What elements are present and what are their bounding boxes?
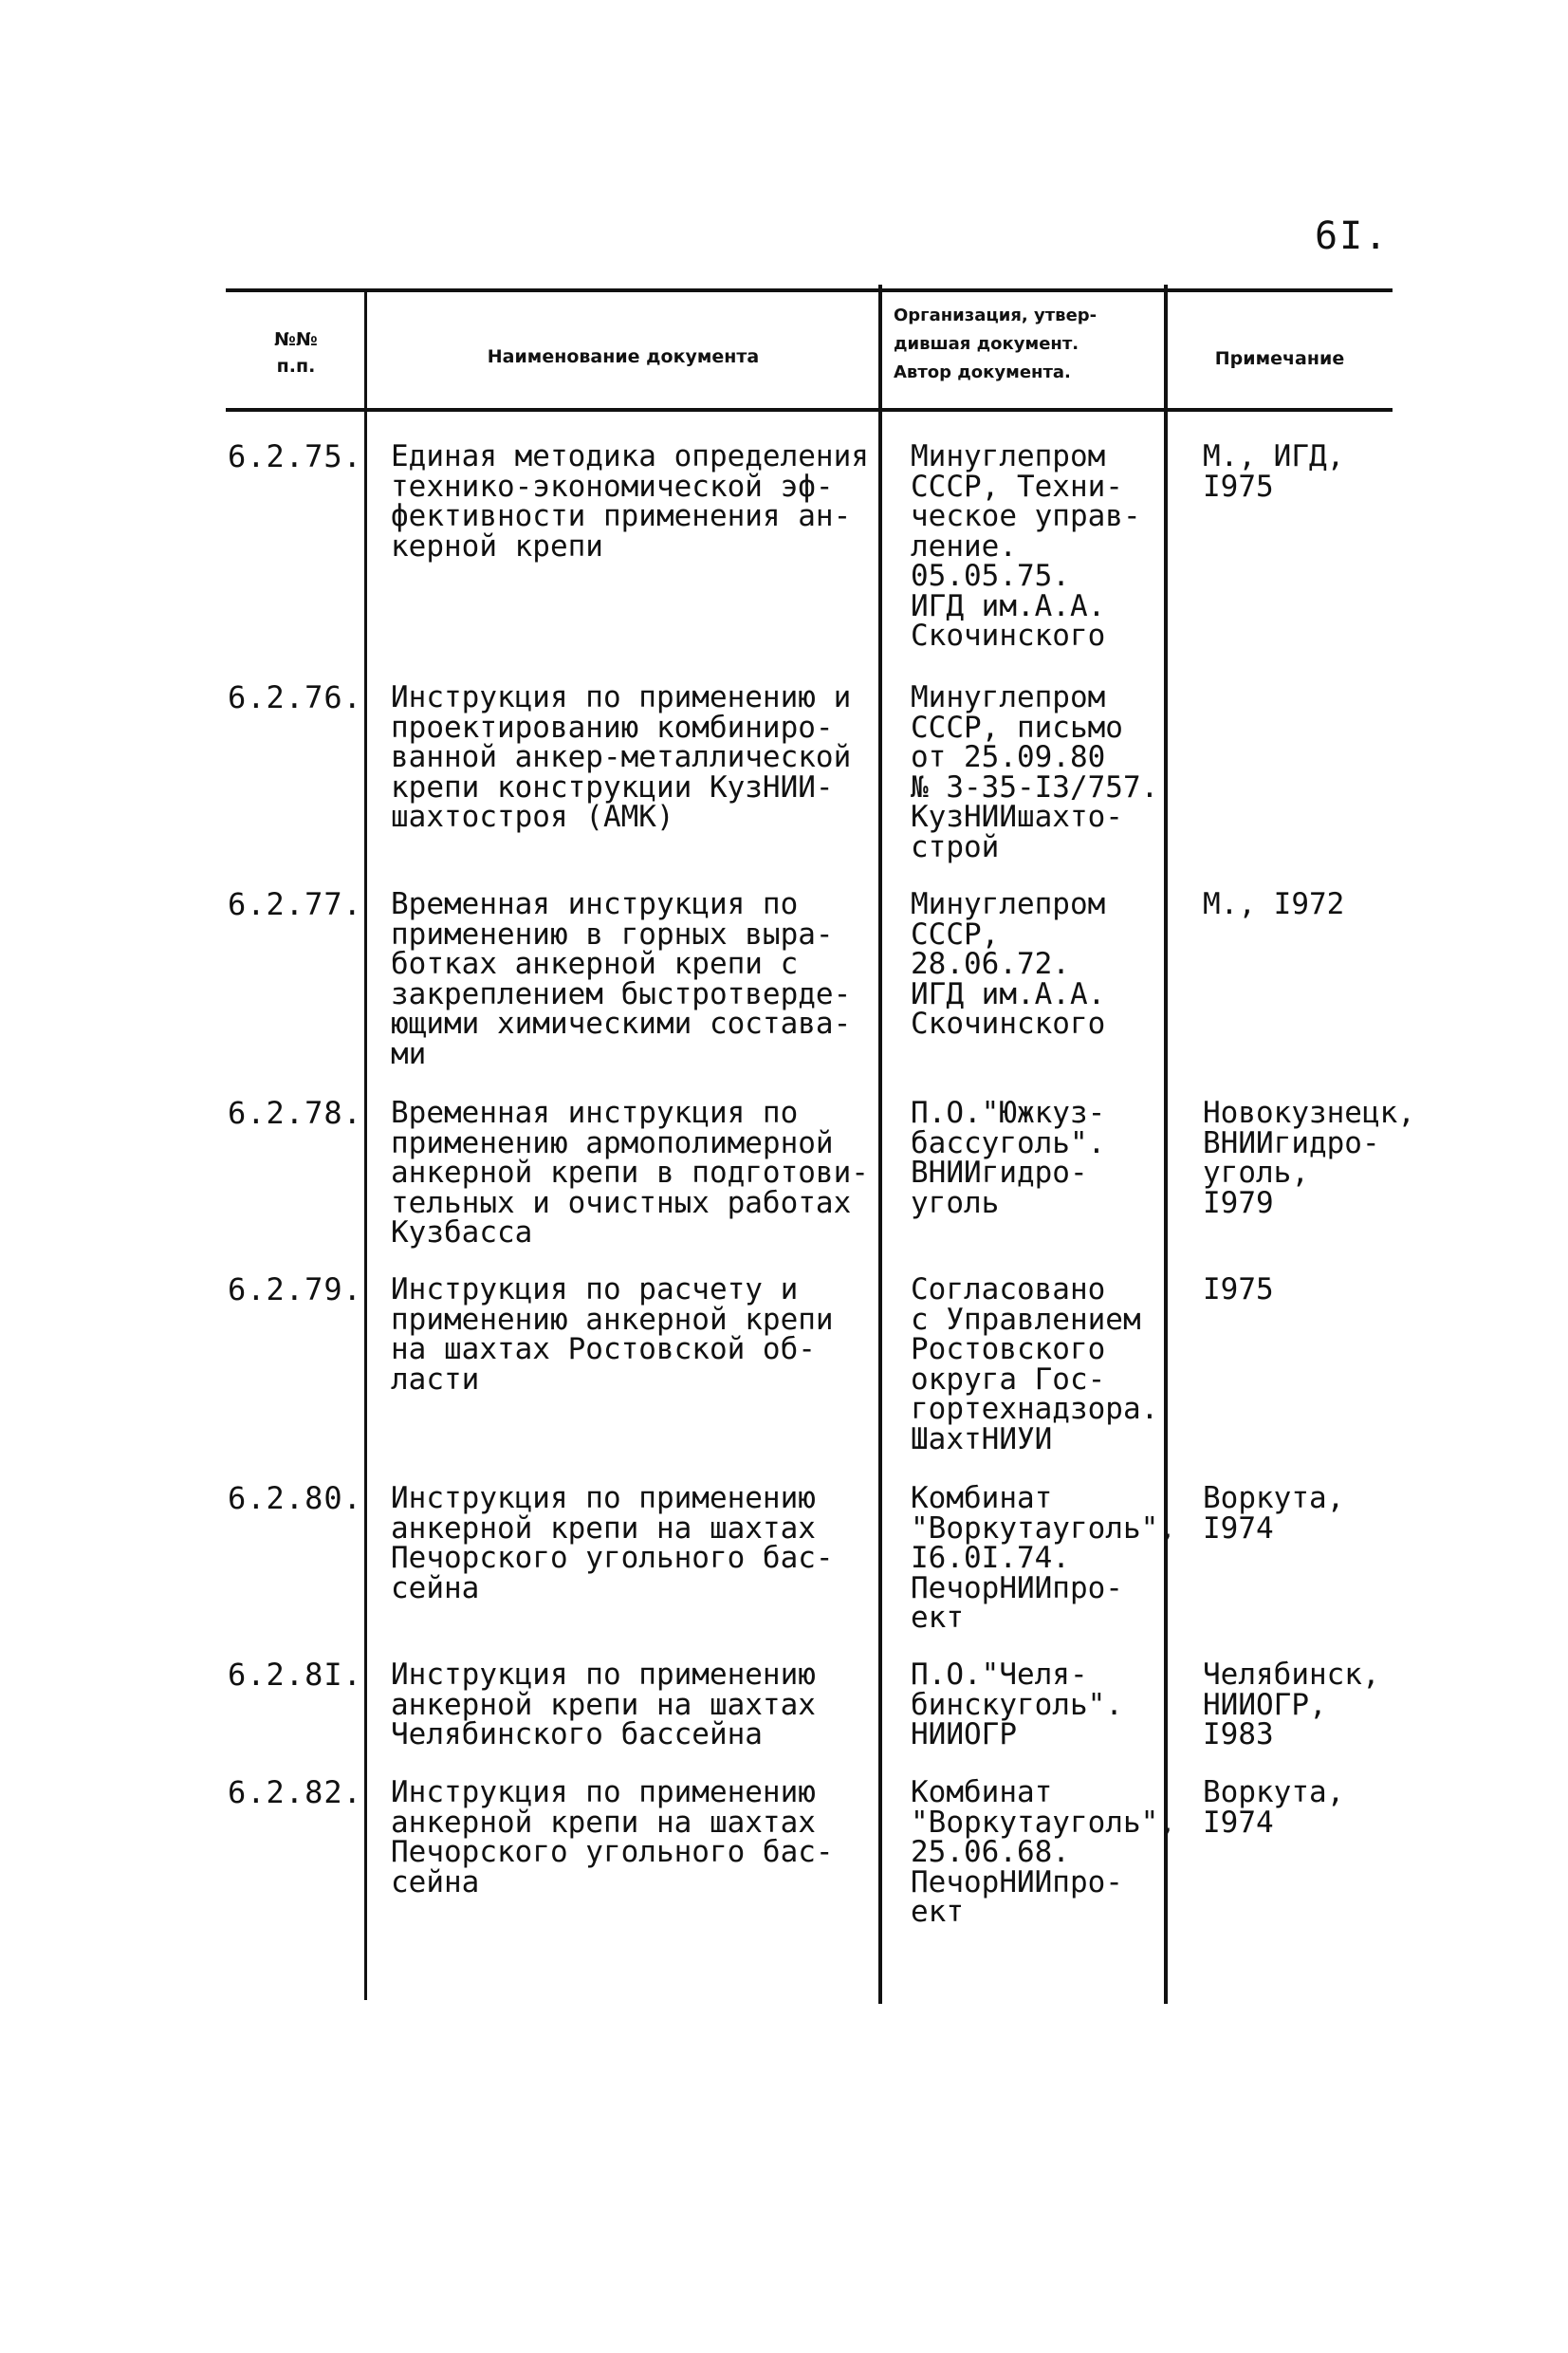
organization: Комбинат "Воркутауголь", I6.0I.74. ПечорНИИпро- ект: [911, 1481, 1176, 1635]
organization: П.О."Челя- бинскуголь". НИИОГР: [911, 1658, 1123, 1751]
row-number: 6.2.75.: [228, 438, 362, 474]
row-number: 6.2.79.: [228, 1271, 362, 1307]
page-number: 6I.: [1315, 214, 1390, 258]
organization: Комбинат "Воркутауголь", 25.06.68. ПечорНИИпро- ект: [911, 1775, 1176, 1929]
note: М., ИГД, I975: [1203, 439, 1345, 504]
header-num: №№ п.п.: [274, 329, 318, 377]
row-number: 6.2.82.: [228, 1774, 362, 1810]
note: I975: [1203, 1272, 1274, 1306]
row-number: 6.2.78.: [228, 1095, 362, 1131]
row-number: 6.2.80.: [228, 1480, 362, 1516]
organization: Минуглепром СССР, 28.06.72. ИГД им.А.А. Скочинского: [911, 887, 1106, 1041]
document-name: Инструкция по применению анкерной крепи на шахтах Печорского угольного бас- сейна: [391, 1481, 834, 1605]
header-name: Наименование документа: [487, 346, 760, 367]
document-name: Инструкция по применению анкерной крепи на шахтах Челябинского бассейна: [391, 1658, 816, 1751]
header-bottom-rule: [226, 408, 1393, 412]
document-name: Инструкция по расчету и применению анкерной крепи на шахтах Ростовской об- ласти: [391, 1272, 834, 1397]
organization: Минуглепром СССР, письмо от 25.09.80 № 3-35-I3/757. КузНИИшахто- строй: [911, 680, 1159, 864]
table-top-rule: [226, 288, 1393, 292]
column-divider-num-name: [364, 292, 367, 2000]
organization: П.О."Южкуз- бассуголь". ВНИИгидро- уголь: [911, 1096, 1106, 1220]
note: Воркута, I974: [1203, 1481, 1345, 1546]
note: Воркута, I974: [1203, 1775, 1345, 1840]
column-divider-org-note: [1164, 285, 1168, 2004]
document-name: Временная инструкция по применению в горных выра- ботках анкерной крепи с закреплением быстротверде- ющими химическими состава- ми: [391, 887, 852, 1071]
column-divider-name-org: [878, 285, 882, 2004]
header-note: Примечание: [1214, 348, 1345, 369]
note: Новокузнецк, ВНИИгидро- уголь, I979: [1203, 1096, 1415, 1220]
document-name: Инструкция по применению и проектированию комбиниро- ванной анкер-металлической крепи конструкции КузНИИ- шахтостроя (АМК): [391, 680, 852, 834]
header-org: Организация, утвер- дившая документ. Автор документа.: [894, 306, 1098, 382]
document-name: Единая методика определения технико-экономической эф- фективности применения ан- керной крепи: [391, 439, 869, 564]
document-name: Инструкция по применению анкерной крепи на шахтах Печорского угольного бас- сейна: [391, 1775, 834, 1899]
note: М., I972: [1203, 887, 1345, 921]
row-number: 6.2.76.: [228, 679, 362, 715]
organization: Минуглепром СССР, Техни- ческое управ- ление. 05.05.75. ИГД им.А.А. Скочинского: [911, 439, 1141, 653]
row-number: 6.2.8I.: [228, 1657, 362, 1693]
organization: Согласовано с Управлением Ростовского округа Гос- гортехнадзора. ШахтНИУИ: [911, 1272, 1159, 1456]
row-number: 6.2.77.: [228, 886, 362, 922]
note: Челябинск, НИИОГР, I983: [1203, 1658, 1380, 1751]
document-name: Временная инструкция по применению армополимерной анкерной крепи в подготови- тельных и очистных работах Кузбасса: [391, 1096, 869, 1250]
